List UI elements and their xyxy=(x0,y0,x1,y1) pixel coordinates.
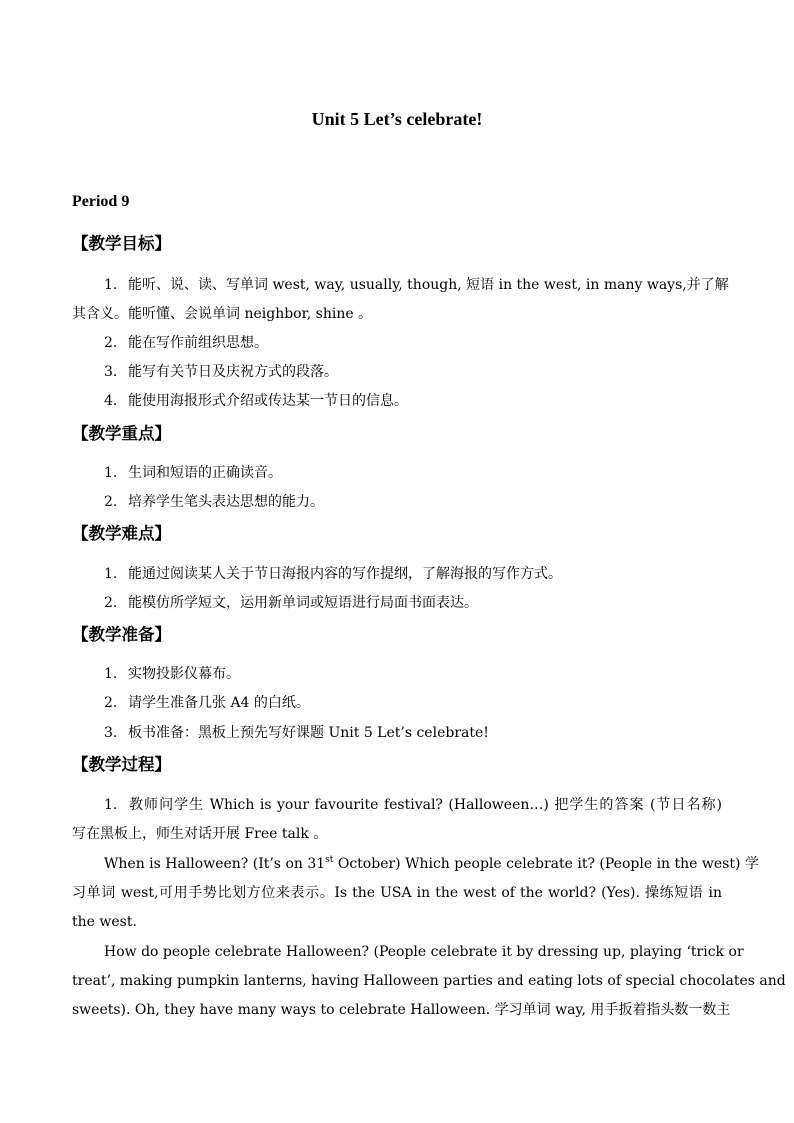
section-heading-process: 【教学过程】 xyxy=(72,755,171,774)
key-point-item-1: 1. 生词和短语的正确读音。 xyxy=(104,465,282,481)
page-title: Unit 5 Let’s celebrate! xyxy=(311,109,483,129)
key-point-item-2: 2. 培养学生笔头表达思想的能力。 xyxy=(104,494,324,510)
preparation-item-2: 2. 请学生准备几张 A4 的白纸。 xyxy=(104,695,310,711)
process-paragraph-3-line2: treat’, making pumpkin lanterns, having Halloween parties and eating lots of special chocolates and xyxy=(72,973,786,989)
section-heading-difficulties: 【教学难点】 xyxy=(72,524,171,543)
objective-item-2: 2. 能在写作前组织思想。 xyxy=(104,335,268,351)
section-heading-objectives: 【教学目标】 xyxy=(72,234,171,253)
process-paragraph-1-line1: 1. 教师问学生 Which is your favourite festival? (Halloween…) 把学生的答案 (节日名称) xyxy=(104,797,722,813)
process-paragraph-3-line1: How do people celebrate Halloween? (People celebrate it by dressing up, playing ‘trick or xyxy=(104,944,744,960)
preparation-item-1: 1. 实物投影仪幕布。 xyxy=(104,666,240,682)
process-paragraph-2-line3: the west. xyxy=(72,914,137,930)
objective-item-3: 3. 能写有关节日及庆祝方式的段落。 xyxy=(104,364,338,380)
process-paragraph-1-line2: 写在黑板上，师生对话开展 Free talk 。 xyxy=(72,826,328,842)
difficulty-item-2: 2. 能模仿所学短文，运用新单词或短语进行局面书面表达。 xyxy=(104,595,478,611)
objective-item-4: 4. 能使用海报形式介绍或传达某一节日的信息。 xyxy=(104,393,408,409)
period-label: Period 9 xyxy=(72,193,130,210)
objective-item-1-line2: 其含义。能听懂、会说单词 neighbor, shine 。 xyxy=(72,306,373,322)
process-paragraph-2-line2: 习单词 west,可用手势比划方位来表示。Is the USA in the west of the world? (Yes). 操练短语 in xyxy=(72,885,722,901)
section-heading-key-points: 【教学重点】 xyxy=(72,424,171,443)
preparation-item-3: 3. 板书准备：黑板上预先写好课题 Unit 5 Let’s celebrate! xyxy=(104,725,489,741)
objective-item-1-line1: 1. 能听、说、读、写单词 west, way, usually, though, 短语 in the west, in many ways,并了解 xyxy=(104,277,729,293)
difficulty-item-1: 1. 能通过阅读某人关于节日海报内容的写作提纲，了解海报的写作方式。 xyxy=(104,566,562,582)
process-paragraph-2-line1: When is Halloween? (It’s on 31st October) Which people celebrate it? (People in the west) 学 xyxy=(104,855,759,872)
section-heading-preparation: 【教学准备】 xyxy=(72,625,171,644)
process-paragraph-3-line3: sweets). Oh, they have many ways to celebrate Halloween. 学习单词 way, 用手扳着指头数一数主 xyxy=(72,1002,731,1018)
